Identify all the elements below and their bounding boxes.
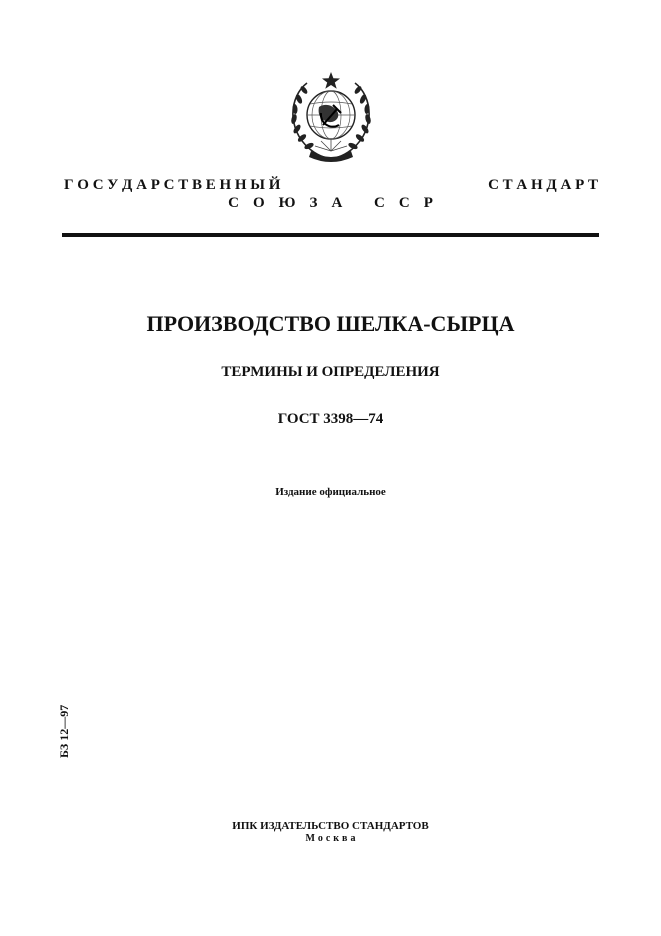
document-title: ПРОИЗВОДСТВО ШЕЛКА-СЫРЦА — [146, 311, 515, 336]
publisher-name: ИПК ИЗДАТЕЛЬСТВО СТАНДАРТОВ — [232, 820, 429, 832]
standard-number: ГОСТ 3398—74 — [277, 411, 384, 427]
publisher-city: Москва — [305, 833, 359, 844]
header-word-state: Г О С У Д А Р С Т В Е Н Н Ы Й — [64, 177, 281, 193]
header-divider — [62, 233, 599, 237]
edition-note: Издание официальное — [275, 486, 386, 498]
document-subtitle: ТЕРМИНЫ И ОПРЕДЕЛЕНИЯ — [221, 364, 440, 380]
side-catalog-code: БЗ 12—97 — [57, 704, 71, 758]
header-line-state-standard — [64, 178, 598, 193]
header-line-ussr: СОЮЗА ССР — [228, 195, 447, 211]
header-word-standard: С Т А Н Д А Р Т — [488, 177, 598, 193]
ussr-state-emblem-icon — [281, 67, 381, 167]
